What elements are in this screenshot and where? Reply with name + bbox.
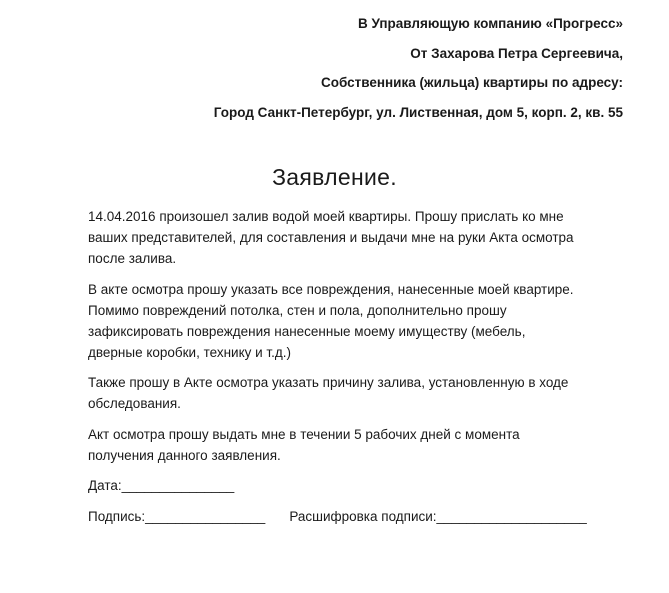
paragraph-cause [88, 372, 633, 414]
signature-row [88, 506, 633, 527]
sender-line: От Захарова Петра Сергеевича, [410, 45, 623, 61]
text-line: Также прошу в Акте осмотра указать причину залива, установленную в ходе [88, 375, 569, 390]
text-line: после залива. [88, 251, 177, 266]
text-line: В акте осмотра прошу указать все повреждения, нанесенные моей квартире. [88, 281, 574, 297]
text-line: Помимо повреждений потолка, стен и пола, дополнительно прошу [88, 302, 507, 318]
addressee-line: В Управляющую компанию «Прогресс» [357, 16, 623, 31]
text-line: обследования. [88, 396, 181, 411]
paragraph-flood-report [88, 206, 633, 269]
paragraph-damage-list [88, 279, 633, 363]
signature-decryption-field: Расшифровка подписи:____________________ [289, 509, 587, 524]
date-field: Дата:_______________ [88, 478, 235, 493]
text-line: получения данного заявления. [88, 447, 281, 463]
text-line: ваших представителей, для составления и выдачи мне на руки Акта осмотра [88, 230, 574, 245]
text-line: Акт осмотра прошу выдать мне в течении 5 рабочих дней с момента [88, 426, 520, 442]
signature-field: Подпись:________________ [88, 509, 266, 524]
text-line: 14.04.2016 произошел залив водой моей квартиры. Прошу прислать ко мне [88, 209, 564, 224]
document-title: Заявление. [272, 164, 397, 190]
address-line: Город Санкт-Петербург, ул. Лиственная, дом 5, корп. 2, кв. 55 [213, 104, 623, 120]
text-line: зафиксировать повреждения нанесенные моему имуществу (мебель, [88, 323, 526, 339]
signature-block [88, 475, 633, 527]
addressee-block [214, 14, 623, 132]
document-body [88, 206, 633, 537]
paragraph-deadline [88, 424, 633, 466]
date-row [88, 475, 633, 496]
text-line: дверные коробки, технику и т.д.) [88, 344, 291, 360]
owner-line: Собственника (жильца) квартиры по адресу: [320, 75, 623, 90]
